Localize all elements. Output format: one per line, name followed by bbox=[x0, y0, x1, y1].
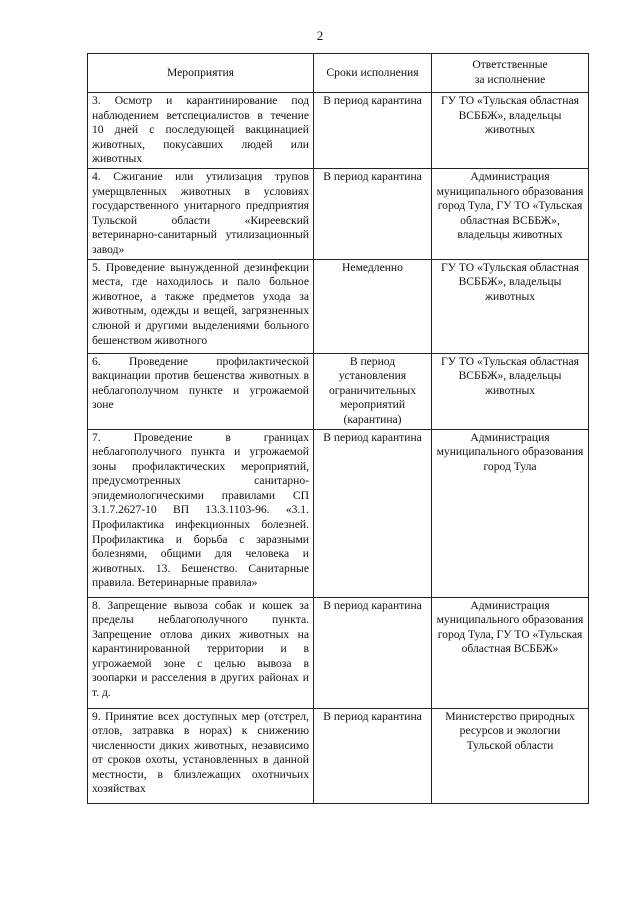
table-row bbox=[88, 168, 589, 259]
activity-cell: 4. Сжигание или утилизация трупов умерщвленных животных в условиях государственного унитарного предприятия Тульской области «Киреевский ветеринарно-санитарный утилизационный завод» bbox=[88, 168, 314, 259]
table-row bbox=[88, 429, 589, 597]
deadline-cell: В период карантина bbox=[314, 708, 432, 803]
responsible-cell: Администрация муниципального образования город Тула bbox=[432, 429, 589, 597]
activity-cell: 8. Запрещение вывоза собак и кошек за пределы неблагополучного пункта. Запрещение отлова диких животных на карантинированной территории и в угрожаемой зоне с целью вывоза в зоопарки и расселения в других районах и т. д. bbox=[88, 597, 314, 708]
responsible-cell: Министерство природных ресурсов и экологии Тульской области bbox=[432, 708, 589, 803]
table-row bbox=[88, 708, 589, 803]
table-row bbox=[88, 353, 589, 429]
activity-cell: 5. Проведение вынужденной дезинфекции места, где находилось и пало больное животное, а также предметов ухода за животным, одежды и вещей, загрязненных слюной и другими выделениями больного бешенством животного bbox=[88, 259, 314, 353]
responsible-cell: Администрация муниципального образования город Тула, ГУ ТО «Тульская областная ВСББЖ» bbox=[432, 597, 589, 708]
deadline-cell: В период установления ограничительных мероприятий (карантина) bbox=[314, 353, 432, 429]
deadline-cell: В период карантина bbox=[314, 429, 432, 597]
activity-cell: 3. Осмотр и карантинирование под наблюдением ветспециалистов в течение 10 дней с последующей вакцинацией животных, покусавших людей или животных bbox=[88, 93, 314, 169]
table-header-row bbox=[88, 54, 589, 93]
header-activities: Мероприятия bbox=[88, 54, 314, 93]
header-responsible: Ответственные за исполнение bbox=[432, 54, 589, 93]
responsible-cell: ГУ ТО «Тульская областная ВСББЖ», владельцы животных bbox=[432, 259, 589, 353]
activities-table bbox=[87, 53, 589, 804]
header-deadlines: Сроки исполнения bbox=[314, 54, 432, 93]
responsible-cell: ГУ ТО «Тульская областная ВСББЖ», владельцы животных bbox=[432, 93, 589, 169]
deadline-cell: В период карантина bbox=[314, 597, 432, 708]
deadline-cell: В период карантина bbox=[314, 168, 432, 259]
responsible-cell: Администрация муниципального образования город Тула, ГУ ТО «Тульская областная ВСББЖ», владельцы животных bbox=[432, 168, 589, 259]
activity-cell: 9. Принятие всех доступных мер (отстрел, отлов, затравка в норах) к снижению численности диких животных, независимо от сроков охоты, установленных в данной местности, в близлежащих охотничьих хозяйствах bbox=[88, 708, 314, 803]
table-row bbox=[88, 259, 589, 353]
responsible-cell: ГУ ТО «Тульская областная ВСББЖ», владельцы животных bbox=[432, 353, 589, 429]
activity-cell: 7. Проведение в границах неблагополучного пункта и угрожаемой зоны профилактических мероприятий, предусмотренных санитарно-эпидемиологическими правилами СП 3.1.7.2627-10 ВП 13.3.1103-96. «3.1. Профилактика инфекционных болезней. Профилактика и борьба с заразными болезнями, общими для человека и животных. 13. Бешенство. Санитарные правила. Ветеринарные правила» bbox=[88, 429, 314, 597]
activity-cell: 6. Проведение профилактической вакцинации против бешенства животных в неблагополучном пункте и угрожаемой зоне bbox=[88, 353, 314, 429]
page-number: 2 bbox=[316, 28, 324, 43]
deadline-cell: Немедленно bbox=[314, 259, 432, 353]
table-row bbox=[88, 93, 589, 169]
deadline-cell: В период карантина bbox=[314, 93, 432, 169]
table-row bbox=[88, 597, 589, 708]
